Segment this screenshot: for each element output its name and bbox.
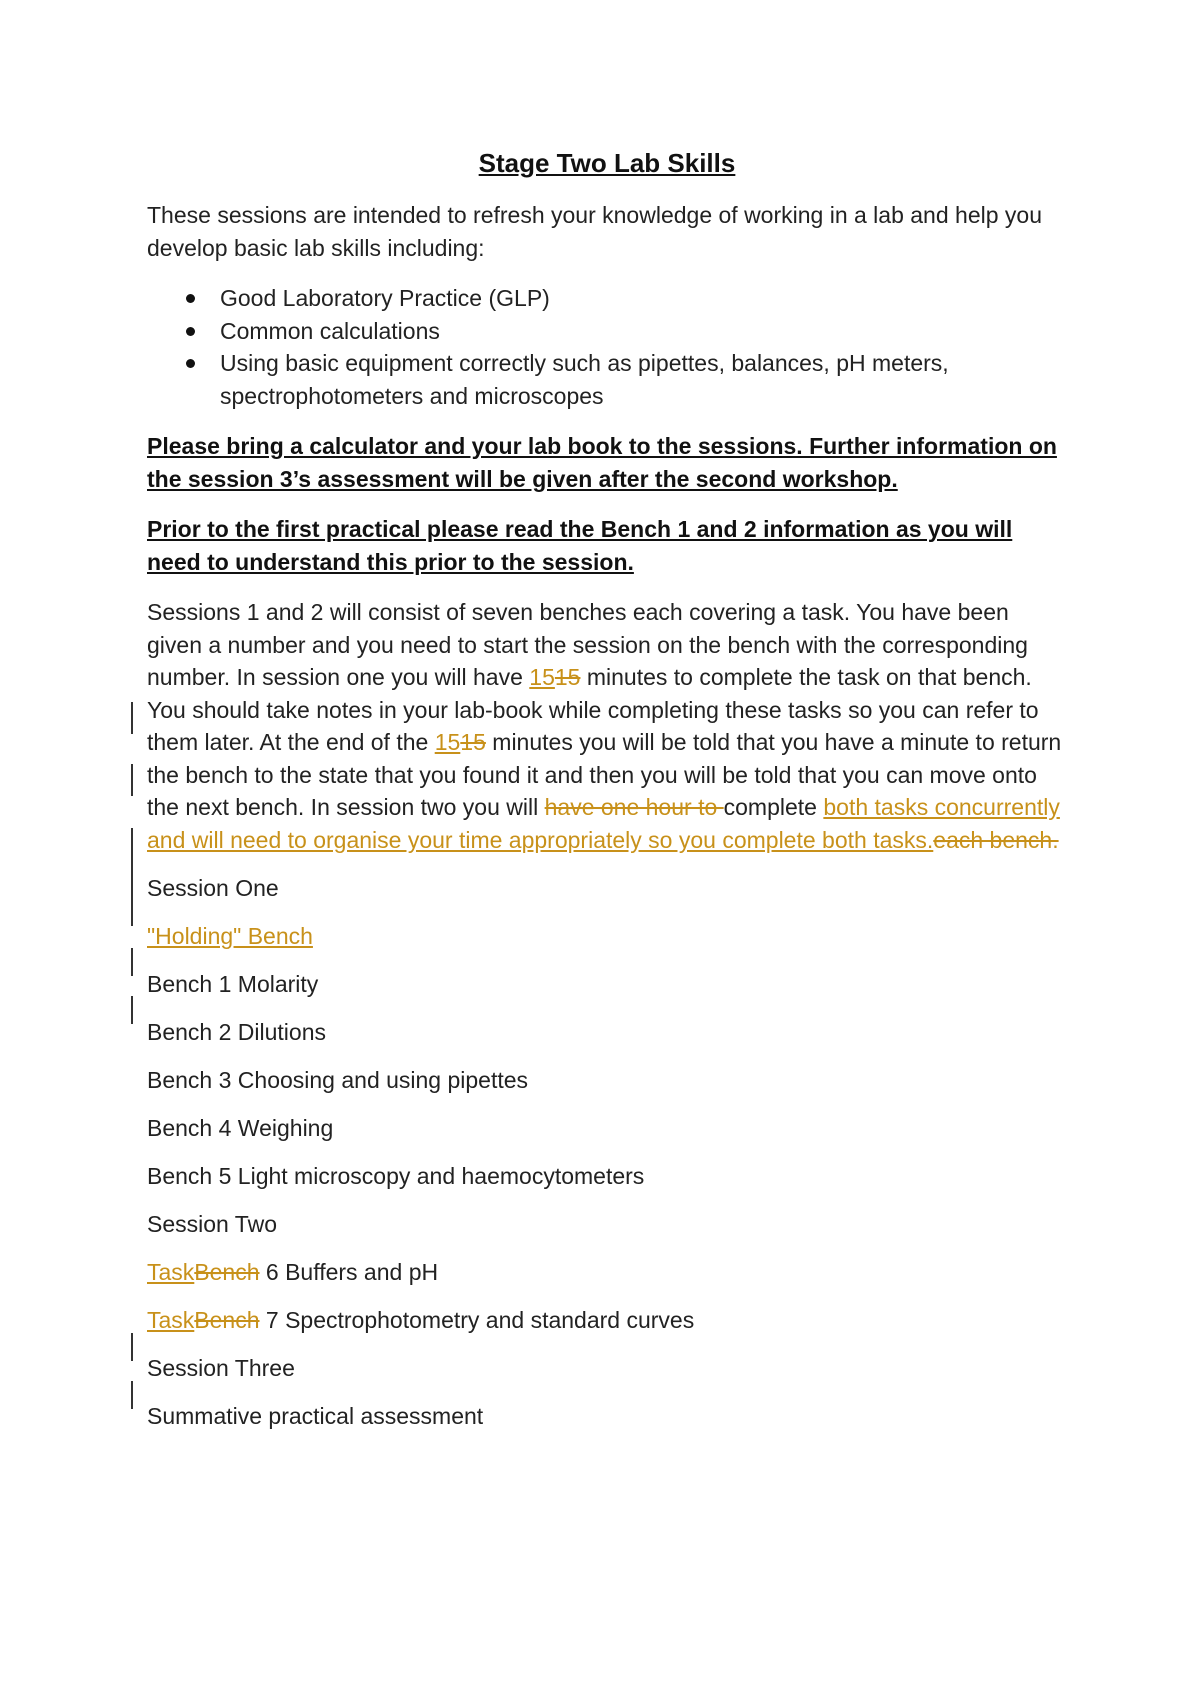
bench-item: Bench 1 Molarity bbox=[147, 971, 319, 997]
calculator-notice: Please bring a calculator and your lab book to the sessions. Further information on the session 3’s assessment will be given after the second workshop. bbox=[147, 433, 1057, 492]
session-three-heading: Session Three bbox=[147, 1355, 295, 1381]
deleted-text: Bench bbox=[194, 1307, 260, 1333]
deleted-text: Bench bbox=[194, 1259, 260, 1285]
inserted-text: 15 bbox=[529, 664, 555, 690]
bench-item: Bench 3 Choosing and using pipettes bbox=[147, 1067, 529, 1093]
change-bar bbox=[131, 1381, 133, 1409]
change-bar bbox=[131, 702, 133, 734]
summative-assessment: Summative practical assessment bbox=[147, 1403, 484, 1429]
deleted-text: 15 bbox=[460, 729, 486, 755]
deleted-text: 15 bbox=[554, 664, 581, 690]
session-two-heading: Session Two bbox=[147, 1211, 277, 1237]
skills-list-item: Using basic equipment correctly such as pipettes, balances, pH meters, spectrophotometers and microscopes bbox=[220, 347, 1067, 412]
inserted-text: "Holding" Bench bbox=[147, 923, 313, 949]
skills-list-item: Common calculations bbox=[220, 315, 1067, 348]
task-text: 7 Spectrophotometry and standard curves bbox=[259, 1307, 695, 1333]
sessions-paragraph bbox=[147, 596, 1067, 856]
paragraph-text: minutes you will be told that you have a minute to return the bench to the state that you found it and then you will be told that you can move onto the next bench. In session two you will bbox=[147, 729, 1062, 820]
change-bar bbox=[131, 996, 133, 1024]
inserted-text: 15 bbox=[434, 729, 461, 755]
bench-item: Bench 5 Light microscopy and haemocytometers bbox=[147, 1163, 645, 1189]
paragraph-text: Sessions 1 and 2 will consist of seven benches each covering a task. You have been given a number and you need to start the session on the bench with the corresponding number. In session one you will have bbox=[147, 599, 1028, 690]
inserted-text: Task bbox=[147, 1307, 195, 1333]
change-bar bbox=[131, 828, 133, 926]
paragraph-text: minutes to complete the task on that bench. You should take notes in your lab-book while completing these tasks so you can refer to them later. At the end of the bbox=[147, 664, 1039, 755]
deleted-text: have one hour to bbox=[544, 794, 724, 820]
inserted-text: both tasks concurrently and will need to organise your time appropriately so you complete both tasks. bbox=[147, 794, 1060, 853]
inserted-text: Task bbox=[147, 1259, 195, 1285]
prior-reading-notice: Prior to the first practical please read the Bench 1 and 2 information as you will need to understand this prior to the session. bbox=[147, 516, 1013, 575]
skills-list bbox=[147, 282, 1067, 412]
skills-list-item: Good Laboratory Practice (GLP) bbox=[220, 282, 1067, 315]
intro-paragraph: These sessions are intended to refresh your knowledge of working in a lab and help you develop basic lab skills including: bbox=[147, 202, 1042, 261]
deleted-text: each bench. bbox=[933, 826, 1059, 853]
change-bar bbox=[131, 948, 133, 976]
holding-bench bbox=[147, 920, 1067, 952]
task-item bbox=[147, 1304, 1067, 1336]
bench-item: Bench 2 Dilutions bbox=[147, 1019, 326, 1045]
task-item bbox=[147, 1256, 1067, 1288]
change-bar bbox=[131, 1333, 133, 1361]
document-title: Stage Two Lab Skills bbox=[478, 148, 736, 178]
session-one-heading: Session One bbox=[147, 875, 279, 901]
change-bar bbox=[131, 764, 133, 796]
task-text: 6 Buffers and pH bbox=[259, 1259, 439, 1285]
paragraph-text: complete bbox=[723, 794, 824, 820]
document-body bbox=[147, 145, 1067, 1448]
bench-item: Bench 4 Weighing bbox=[147, 1115, 334, 1141]
